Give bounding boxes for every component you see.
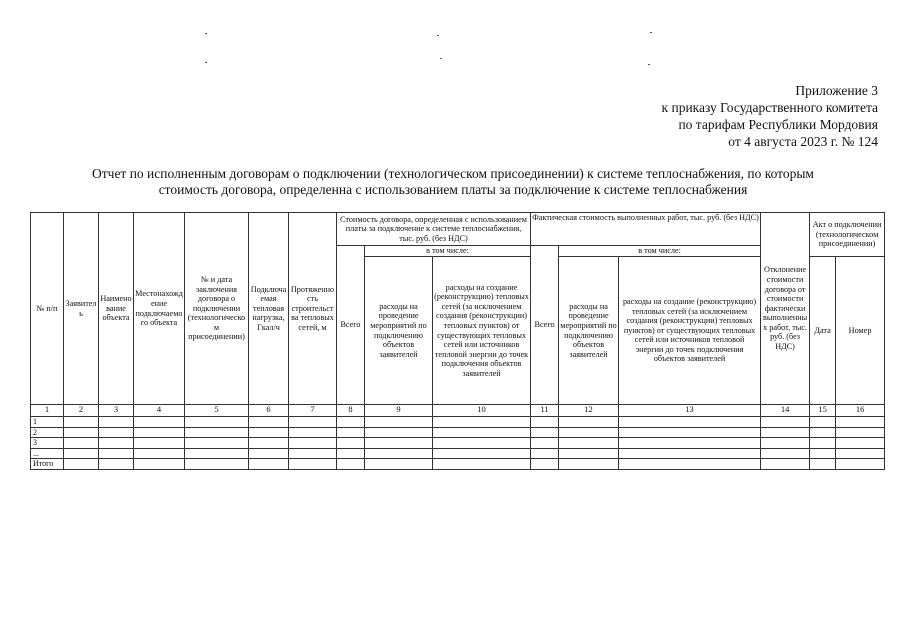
header-actual-networks: расходы на создание (реконструкцию) тепловых сетей (за исключением создания (реконструкции) тепловых пунктов) от существующих тепловых сетей или источников тепловой энергии до точек подключения объектов заявителей <box>619 257 761 405</box>
column-number: 3 <box>99 405 134 417</box>
report-title <box>30 166 876 198</box>
row-label: ... <box>31 448 64 459</box>
column-number: 8 <box>337 405 365 417</box>
column-number: 14 <box>761 405 810 417</box>
table-row <box>31 448 885 459</box>
row-label: 2 <box>31 427 64 438</box>
row-label: 3 <box>31 438 64 449</box>
header-actual-cost-group: Фактическая стоимость выполненных работ, тыс. руб. (без НДС) <box>531 213 761 246</box>
header-applicant: Заявитель <box>64 213 99 405</box>
report-table <box>30 212 885 470</box>
header-network-length: Протяженность строительства тепловых сетей, м <box>289 213 337 405</box>
header-actual-including: в том числе: <box>559 246 761 257</box>
column-number: 2 <box>64 405 99 417</box>
column-number: 13 <box>619 405 761 417</box>
header-row-number: № п/п <box>31 213 64 405</box>
header-connection-act-group: Акт о подключении (технологическом присоединении) <box>810 213 885 257</box>
column-number: 15 <box>810 405 836 417</box>
header-contract-networks: расходы на создание (реконструкцию) тепловых сетей (за исключением создания (реконструкции) тепловых пунктов) от существующих тепловых сетей или источников тепловой энергии до точек подключения объектов заявителей <box>433 257 531 405</box>
scan-speck <box>648 64 650 65</box>
header-object-name: Наименование объекта <box>99 213 134 405</box>
header-contract-cost-group: Стоимость договора, определенная с использованием платы за подключение к системе теплоснабжения, тыс. руб. (без НДС) <box>337 213 531 246</box>
column-number: 12 <box>559 405 619 417</box>
appendix-line-4: от 4 августа 2023 г. № 124 <box>728 134 878 149</box>
column-number: 7 <box>289 405 337 417</box>
column-number: 4 <box>134 405 185 417</box>
column-number: 1 <box>31 405 64 417</box>
header-act-date: Дата <box>810 257 836 405</box>
header-contract-number-date: № и дата заключения договора о подключении (технологическом присоединении) <box>185 213 249 405</box>
column-number: 5 <box>185 405 249 417</box>
scan-speck <box>205 33 207 34</box>
row-label-total: Итого <box>31 459 64 470</box>
table-total-row <box>31 459 885 470</box>
scan-speck <box>650 32 652 33</box>
table-row <box>31 417 885 428</box>
table-row <box>31 427 885 438</box>
header-contract-including: в том числе: <box>365 246 531 257</box>
column-numbers-row <box>31 405 885 417</box>
column-number: 10 <box>433 405 531 417</box>
header-actual-measures: расходы на проведение мероприятий по подключению объектов заявителей <box>559 257 619 405</box>
appendix-line-1: Приложение 3 <box>795 83 878 98</box>
header-cost-deviation: Отклонение стоимости договора от стоимости фактически выполненных работ, тыс. руб. (без НДС) <box>761 213 810 405</box>
table-row <box>31 438 885 449</box>
appendix-line-2: к приказу Государственного комитета <box>661 100 878 115</box>
header-act-number: Номер <box>836 257 885 405</box>
report-title-line-2: стоимость договора, определенна с использованием платы за подключение к системе теплоснабжения <box>158 182 748 197</box>
column-number: 11 <box>531 405 559 417</box>
appendix-block <box>662 82 878 150</box>
header-actual-total: Всего <box>531 246 559 405</box>
header-contract-measures: расходы на проведение мероприятий по подключению объектов заявителей <box>365 257 433 405</box>
scan-speck <box>440 58 442 59</box>
scan-speck <box>205 62 207 63</box>
column-number: 9 <box>365 405 433 417</box>
appendix-line-3: по тарифам Республики Мордовия <box>678 117 878 132</box>
scan-speck <box>437 35 439 36</box>
column-number: 16 <box>836 405 885 417</box>
header-contract-total: Всего <box>337 246 365 405</box>
report-title-line-1: Отчет по исполненным договорам о подключении (технологическом присоединении) к системе теплоснабжения, по которым <box>92 166 814 181</box>
column-number: 6 <box>249 405 289 417</box>
header-object-location: Местонахождение подключаемого объекта <box>134 213 185 405</box>
header-heat-load: Подключаемая тепловая нагрузка, Гкал/ч <box>249 213 289 405</box>
row-label: 1 <box>31 417 64 428</box>
